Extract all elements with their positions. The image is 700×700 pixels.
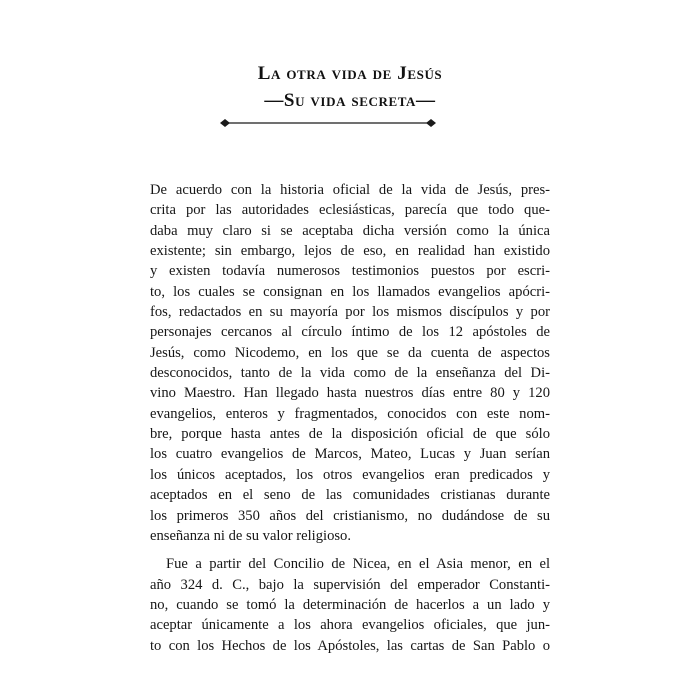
chapter-subtitle: —Su vida secreta— — [264, 90, 436, 111]
text-line: los cuatro evangelios de Marcos, Mateo, Lucas y Juan serían — [150, 446, 550, 463]
paragraph-1 — [150, 180, 550, 546]
text-line: vino Maestro. Han llegado hasta nuestros días entre 80 y 120 — [150, 385, 550, 402]
text-line: existente; sin embargo, lejos de eso, en realidad han existido — [150, 243, 550, 260]
text-line: desconocidos, tanto de la vida como de la enseñanza del Di- — [150, 365, 550, 382]
text-line: De acuerdo con la historia oficial de la vida de Jesús, pres- — [150, 182, 550, 198]
text-line: aceptar únicamente a los ahora evangelios oficiales, que jun- — [150, 617, 550, 634]
text-line: fos, redactados en su mayoría por los mismos discípulos y por — [150, 304, 550, 321]
text-line: enseñanza ni de su valor religioso. — [150, 527, 352, 544]
text-line: daba muy claro si se aceptaba dicha versión como la única — [150, 222, 550, 239]
diamond-rule-ornament-icon — [220, 116, 436, 130]
text-line: personajes cercanos al círculo íntimo de los 12 apóstoles de — [150, 324, 550, 341]
text-line: no, cuando se tomó la determinación de hacerlos a un lado y — [150, 596, 550, 613]
text-line: año 324 d. C., bajo la supervisión del emperador Constanti- — [150, 576, 550, 593]
text-line: Fue a partir del Concilio de Nicea, en el Asia menor, en el — [166, 556, 550, 573]
text-line: evangelios, enteros y fragmentados, conocidos con este nom- — [150, 405, 550, 422]
text-line: Jesús, como Nicodemo, en los que se da cuenta de aspectos — [150, 344, 550, 361]
text-line: los únicos aceptados, los otros evangelios eran predicados y — [150, 466, 550, 483]
paragraph-2 — [150, 554, 550, 656]
text-line: crita por las autoridades eclesiásticas, parecía que todo que- — [150, 202, 550, 219]
text-line: to, los cuales se consignan en los llamados evangelios apócri- — [150, 283, 550, 300]
text-line: bre, porque hasta antes de la disposición oficial de que sólo — [150, 426, 550, 443]
text-line: los primeros 350 años del cristianismo, no dudándose de su — [150, 507, 550, 524]
chapter-title: La otra vida de Jesús — [257, 63, 443, 84]
text-line: to con los Hechos de los Apóstoles, las cartas de San Pablo o — [150, 637, 550, 654]
text-line: aceptados en el seno de las comunidades cristianas durante — [150, 487, 550, 504]
body-text — [150, 180, 550, 656]
text-line: y existen todavía numerosos testimonios puestos por escri- — [150, 263, 550, 280]
